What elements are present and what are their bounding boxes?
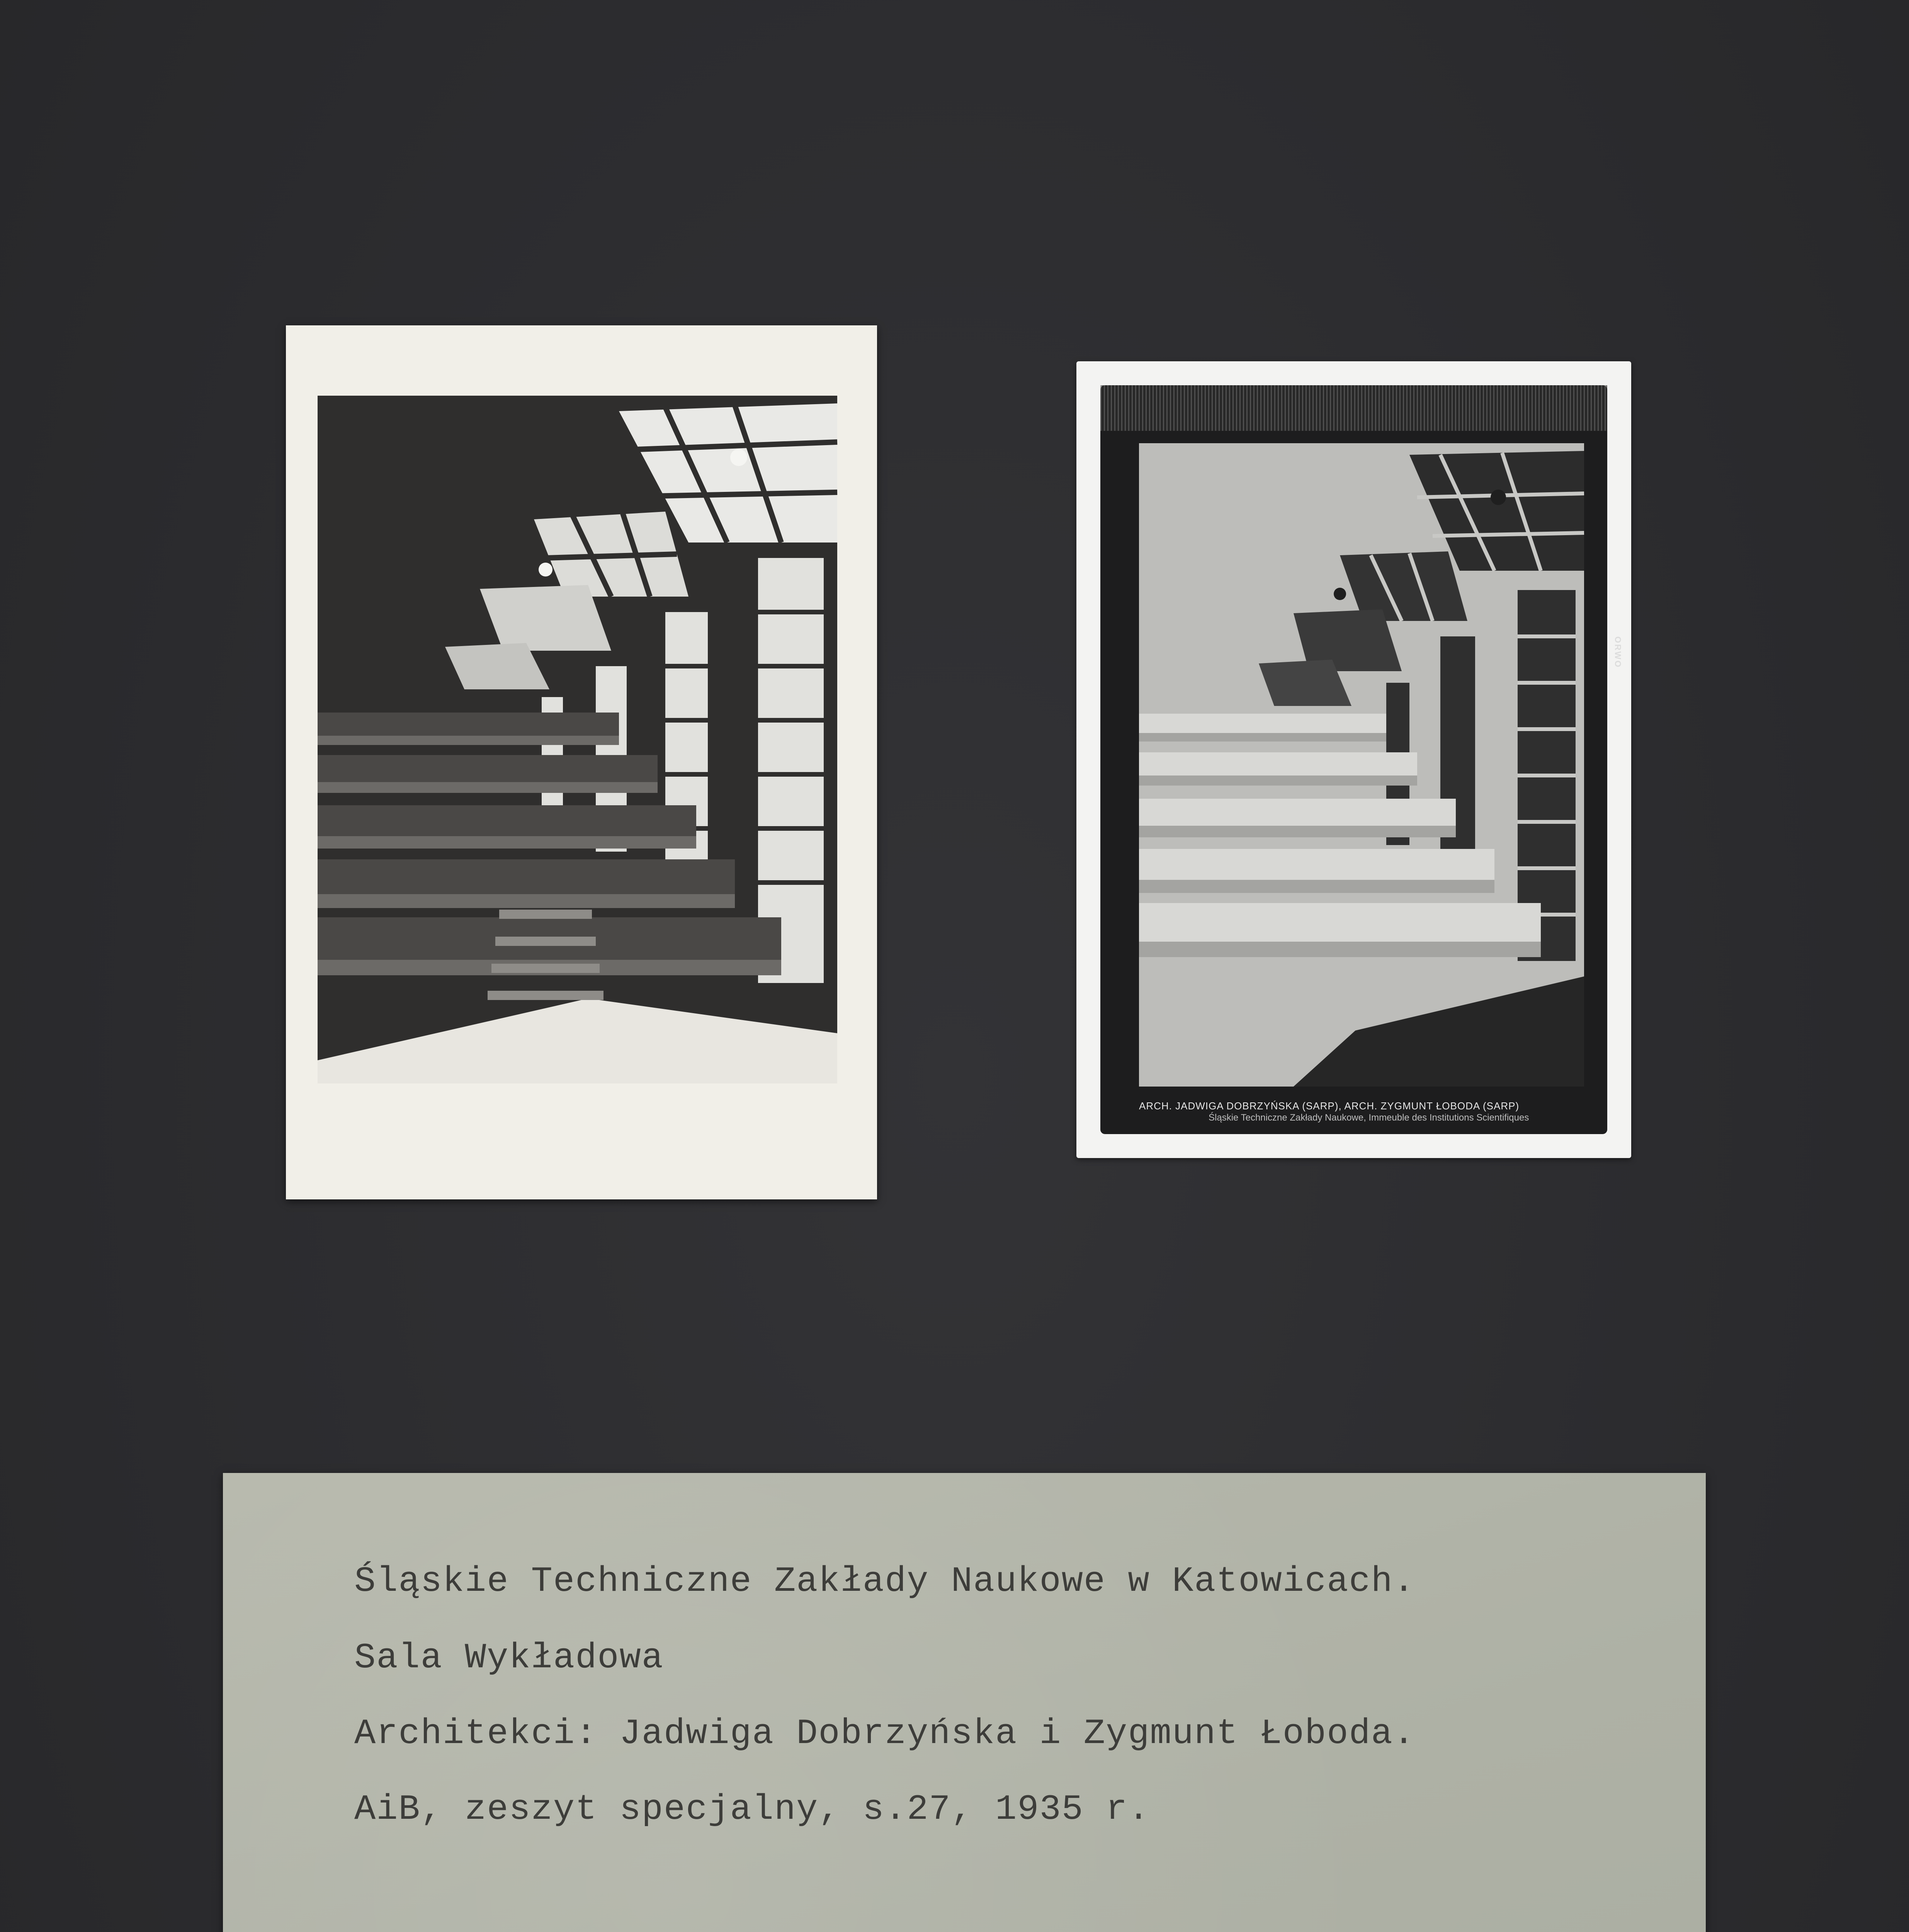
photo-caption-architects: ARCH. JADWIGA DOBRZYŃSKA (SARP), ARCH. ZYGMUNT ŁOBODA (SARP) (1139, 1100, 1520, 1112)
label-source: AiB, zeszyt specjalny, s.27, 1935 r. (354, 1789, 1150, 1830)
lecture-hall-photo-published (1139, 443, 1584, 1087)
film-frame (1100, 385, 1623, 1134)
archive-envelope (223, 1473, 1706, 1932)
photo-print-publication (1076, 361, 1631, 1158)
film-edge-mark: ORWO (1613, 636, 1623, 668)
newsprint-strip (1100, 385, 1607, 431)
label-room: Sala Wykładowa (354, 1638, 664, 1678)
photo-caption-subtitle: Śląskie Techniczne Zakłady Naukowe, Immeuble des Institutions Scientifiques (1209, 1112, 1529, 1123)
label-architects: Architekci: Jadwiga Dobrzyńska i Zygmunt Łoboda. (354, 1713, 1416, 1754)
photo-print-positive (286, 325, 877, 1199)
lecture-hall-illustration (318, 396, 837, 1083)
lecture-hall-photo (318, 396, 837, 1083)
lecture-hall-illustration-published (1139, 443, 1584, 1087)
label-institution: Śląskie Techniczne Zakłady Naukowe w Katowicach. (354, 1561, 1416, 1602)
